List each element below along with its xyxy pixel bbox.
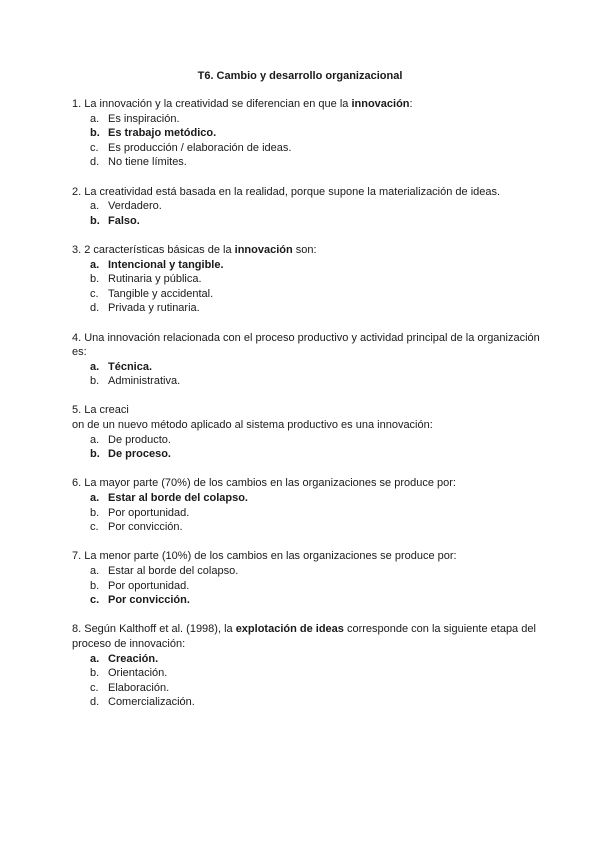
question-6 [72, 476, 542, 534]
question-8 [72, 622, 542, 710]
option-list [72, 433, 542, 462]
option-b: b. Orientación. [90, 667, 168, 680]
option-b: b. Rutinaria y pública. [90, 273, 202, 286]
option-list [72, 564, 542, 608]
option-a-correct: a. Intencional y tangible. [90, 258, 224, 271]
question-4 [72, 331, 542, 389]
question-1 [72, 97, 542, 170]
option-d: d. Comercialización. [90, 696, 195, 709]
option-list [72, 199, 542, 228]
option-a-correct: a. Creación. [90, 652, 159, 665]
option-list [72, 112, 542, 170]
option-a: a. Verdadero. [90, 200, 162, 213]
question-5 [72, 403, 542, 461]
option-c: c. Tangible y accidental. [90, 287, 214, 300]
option-a: a. Es inspiración. [90, 112, 180, 125]
option-a-correct: a. Estar al borde del colapso. [90, 492, 248, 505]
option-d: d. No tiene límites. [90, 156, 187, 169]
option-a-correct: a. Técnica. [90, 360, 153, 373]
question-stem: 3. 2 características básicas de la innovación son: [72, 243, 317, 256]
option-b-correct: b. Falso. [90, 214, 140, 227]
question-list [72, 97, 542, 725]
option-list [72, 360, 542, 389]
question-stem-line-1: 5. La creaci [72, 404, 129, 417]
option-b: b. Por oportunidad. [90, 579, 190, 592]
question-stem: 4. Una innovación relacionada con el proceso productivo y actividad principal de la organización es: [72, 331, 540, 359]
option-list [72, 258, 542, 316]
option-b-correct: b. Es trabajo metódico. [90, 127, 217, 140]
question-stem-line-2: on de un nuevo método aplicado al sistema productivo es una innovación: [72, 419, 433, 432]
option-c: c. Elaboración. [90, 681, 170, 694]
question-stem: 8. Según Kalthoff et al. (1998), la explotación de ideas corresponde con la siguiente etapa del proceso de innovación: [72, 623, 536, 650]
option-b: b. Por oportunidad. [90, 506, 190, 519]
option-list [72, 652, 542, 710]
option-a: a. Estar al borde del colapso. [90, 565, 239, 577]
question-3 [72, 243, 542, 316]
option-c: c. Es producción / elaboración de ideas. [90, 141, 292, 154]
question-stem: 2. La creatividad está basada en la realidad, porque supone la materialización de ideas. [72, 185, 501, 198]
option-c: c. Por convicción. [90, 521, 183, 534]
option-c-correct: c. Por convicción. [90, 594, 190, 607]
option-b-correct: b. De proceso. [90, 448, 171, 461]
question-stem: 6. La mayor parte (70%) de los cambios en las organizaciones se produce por: [72, 477, 456, 490]
document-title: T6. Cambio y desarrollo organizacional [197, 70, 403, 82]
question-stem: 7. La menor parte (10%) de los cambios en las organizaciones se produce por: [72, 550, 457, 563]
option-a: a. De producto. [90, 433, 171, 446]
question-stem: 1. La innovación y la creatividad se diferencian en que la innovación: [72, 98, 413, 110]
option-list [72, 491, 542, 535]
option-d: d. Privada y rutinaria. [90, 302, 200, 315]
option-b: b. Administrativa. [90, 375, 181, 388]
question-7 [72, 549, 542, 607]
question-2 [72, 185, 542, 229]
